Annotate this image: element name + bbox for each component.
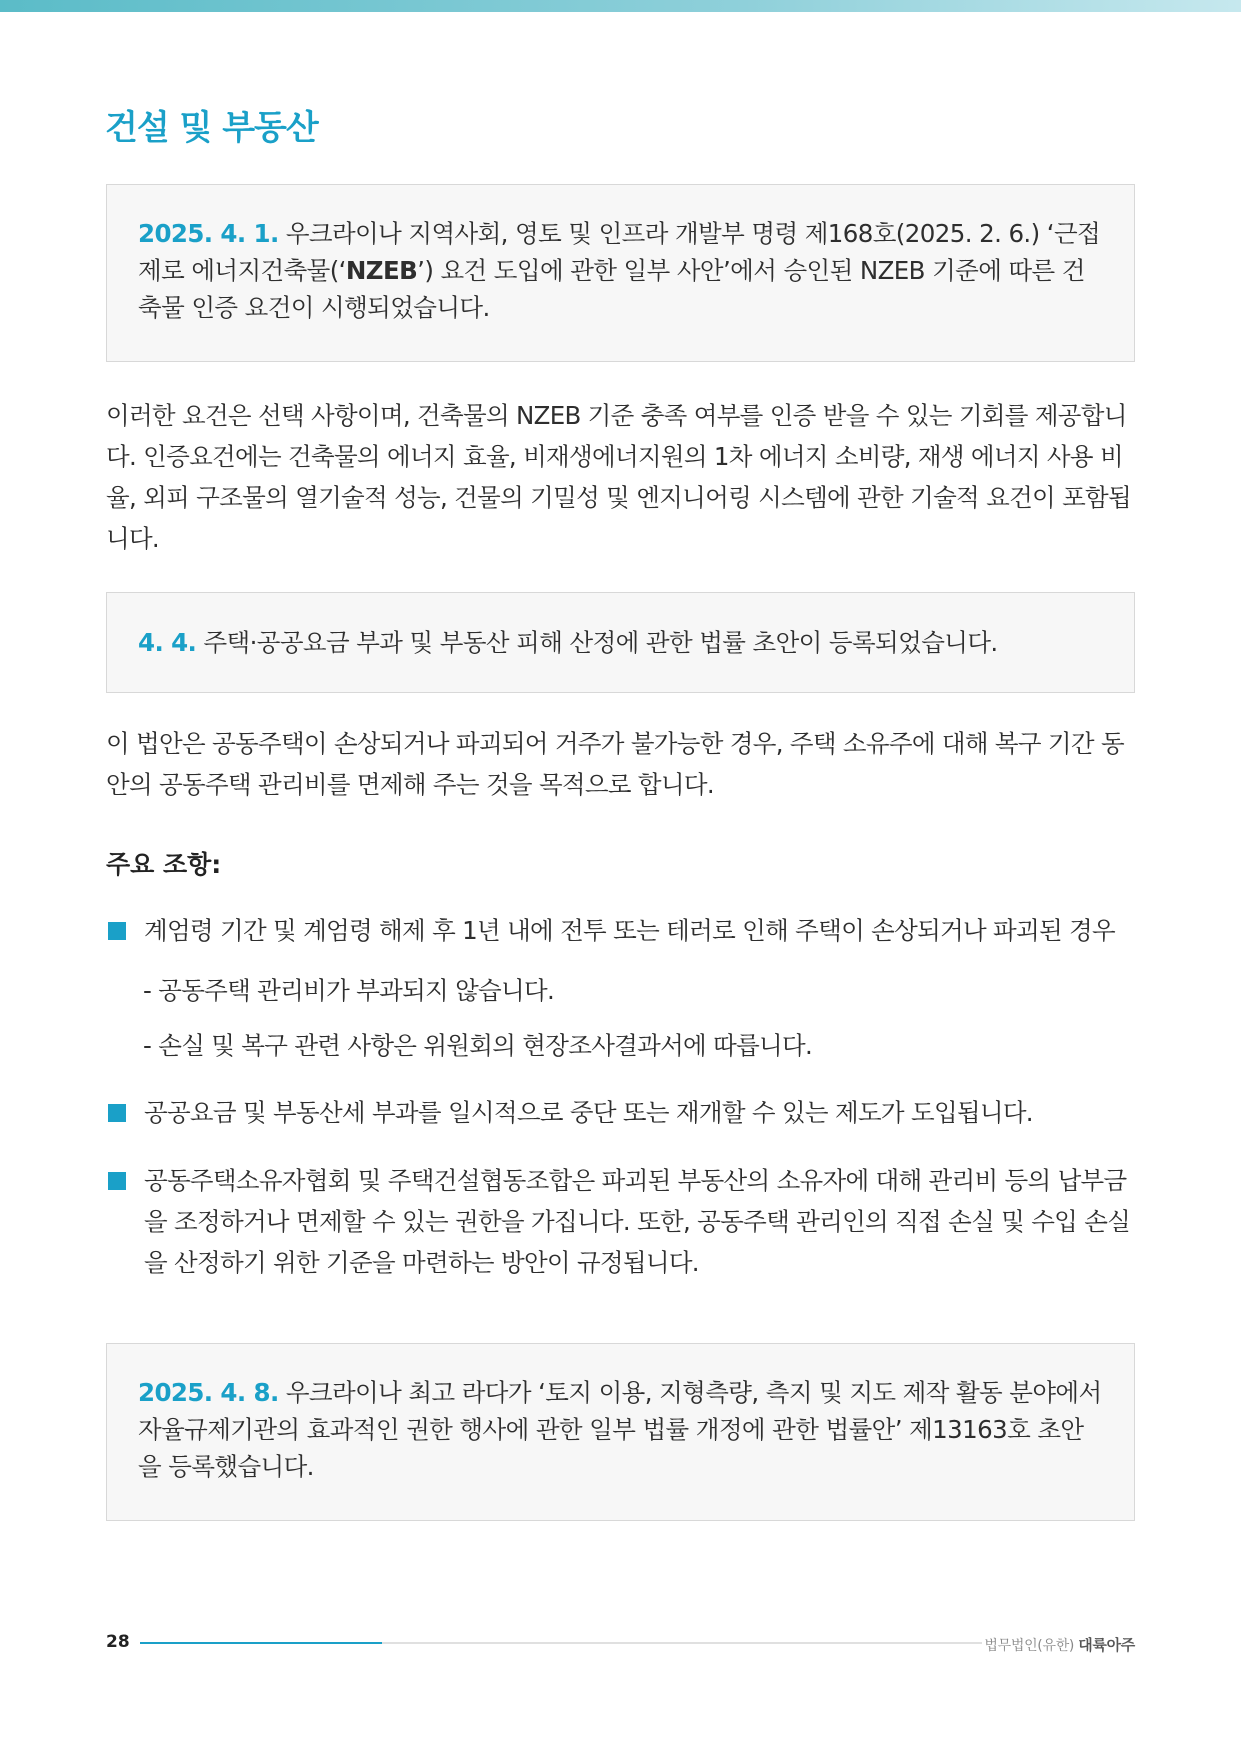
notice-box-3 <box>106 1343 1135 1521</box>
top-accent-bar <box>0 0 1241 12</box>
notice-date: 2025. 4. 1. <box>138 219 279 248</box>
firm-name: 대륙아주 <box>1078 1636 1135 1654</box>
firm-prefix: 법무법인(유한) <box>984 1638 1079 1654</box>
list-item-text: 공동주택소유자협회 및 주택건설협동조합은 파괴된 부동산의 소유자에 대해 관리비 등의 납부금을 조정하거나 면제할 수 있는 권한을 가집니다. 또한, 공동주택 관리인의 직접 손실 및 수입 손실을 산정하기 위한 기준을 마련하는 방안이 규정됩니다. <box>144 1166 1131 1277</box>
paragraph-bill-purpose: 이 법안은 공동주택이 손상되거나 파괴되어 거주가 불가능한 경우, 주택 소유주에 대해 복구 기간 동안의 공동주택 관리비를 면제해 주는 것을 목적으로 합니다. <box>106 729 1124 799</box>
square-bullet-icon <box>108 1172 126 1190</box>
square-bullet-icon <box>108 922 126 940</box>
notice-text: 주택·공공요금 부과 및 부동산 피해 산정에 관한 법률 초안이 등록되었습니다. <box>196 628 998 657</box>
notice-text: 우크라이나 최고 라다가 ‘토지 이용, 지형측량, 측지 및 지도 제작 활동 분야에서 자율규제기관의 효과적인 권한 행사에 관한 일부 법률 개정에 관한 법률안’ 제13163호 초안을 등록했습니다. <box>138 1378 1102 1481</box>
key-provisions-heading: 주요 조항: <box>106 850 222 879</box>
notice-box-1 <box>106 184 1135 362</box>
paragraph-nzeb-details: 이러한 요건은 선택 사항이며, 건축물의 NZEB 기준 충족 여부를 인증 받을 수 있는 기회를 제공합니다. 인증요건에는 건축물의 에너지 효율, 비재생에너지원의 1차 에너지 소비량, 재생 에너지 사용 비율, 외피 구조물의 열기술적 성능, 건물의 기밀성 및 엔지니어링 시스템에 관한 기술적 요건이 포함됩니다. <box>106 401 1131 553</box>
page-number: 28 <box>106 1632 130 1652</box>
list-item-text: 계엄령 기간 및 계엄령 해제 후 1년 내에 전투 또는 테러로 인해 주택이 손상되거나 파괴된 경우 <box>144 916 1115 945</box>
footer-divider-accent <box>140 1642 382 1644</box>
list-item-text: 공공요금 및 부동산세 부과를 일시적으로 중단 또는 재개할 수 있는 제도가 도입됩니다. <box>144 1098 1033 1127</box>
list-item <box>106 1092 1135 1133</box>
footer-divider <box>140 1642 982 1644</box>
notice-bold-term: NZEB <box>345 256 418 285</box>
square-bullet-icon <box>108 1104 126 1122</box>
footer-firm-name <box>984 1634 1135 1655</box>
notice-date: 4. 4. <box>138 628 197 657</box>
sub-list-item: - 공동주택 관리비가 부과되지 않습니다. <box>143 976 555 1005</box>
section-title: 건설 및 부동산 <box>105 108 318 148</box>
list-item <box>106 1160 1135 1283</box>
notice-text-cont: ’) 요건 도입에 관한 일부 사안’에서 승인된 NZEB 기준에 따른 건축물 인증 요건이 시행되었습니다. <box>138 256 1085 322</box>
notice-date: 2025. 4. 8. <box>138 1378 279 1407</box>
notice-text: 우크라이나 지역사회, 영토 및 인프라 개발부 명령 제168호(2025. 2. 6.) ‘근접제로 에너지건축물(‘ <box>138 219 1101 285</box>
sub-list-item: - 손실 및 복구 관련 사항은 위원회의 현장조사결과서에 따릅니다. <box>143 1031 813 1060</box>
list-item <box>106 910 1135 951</box>
notice-box-2 <box>106 592 1135 693</box>
